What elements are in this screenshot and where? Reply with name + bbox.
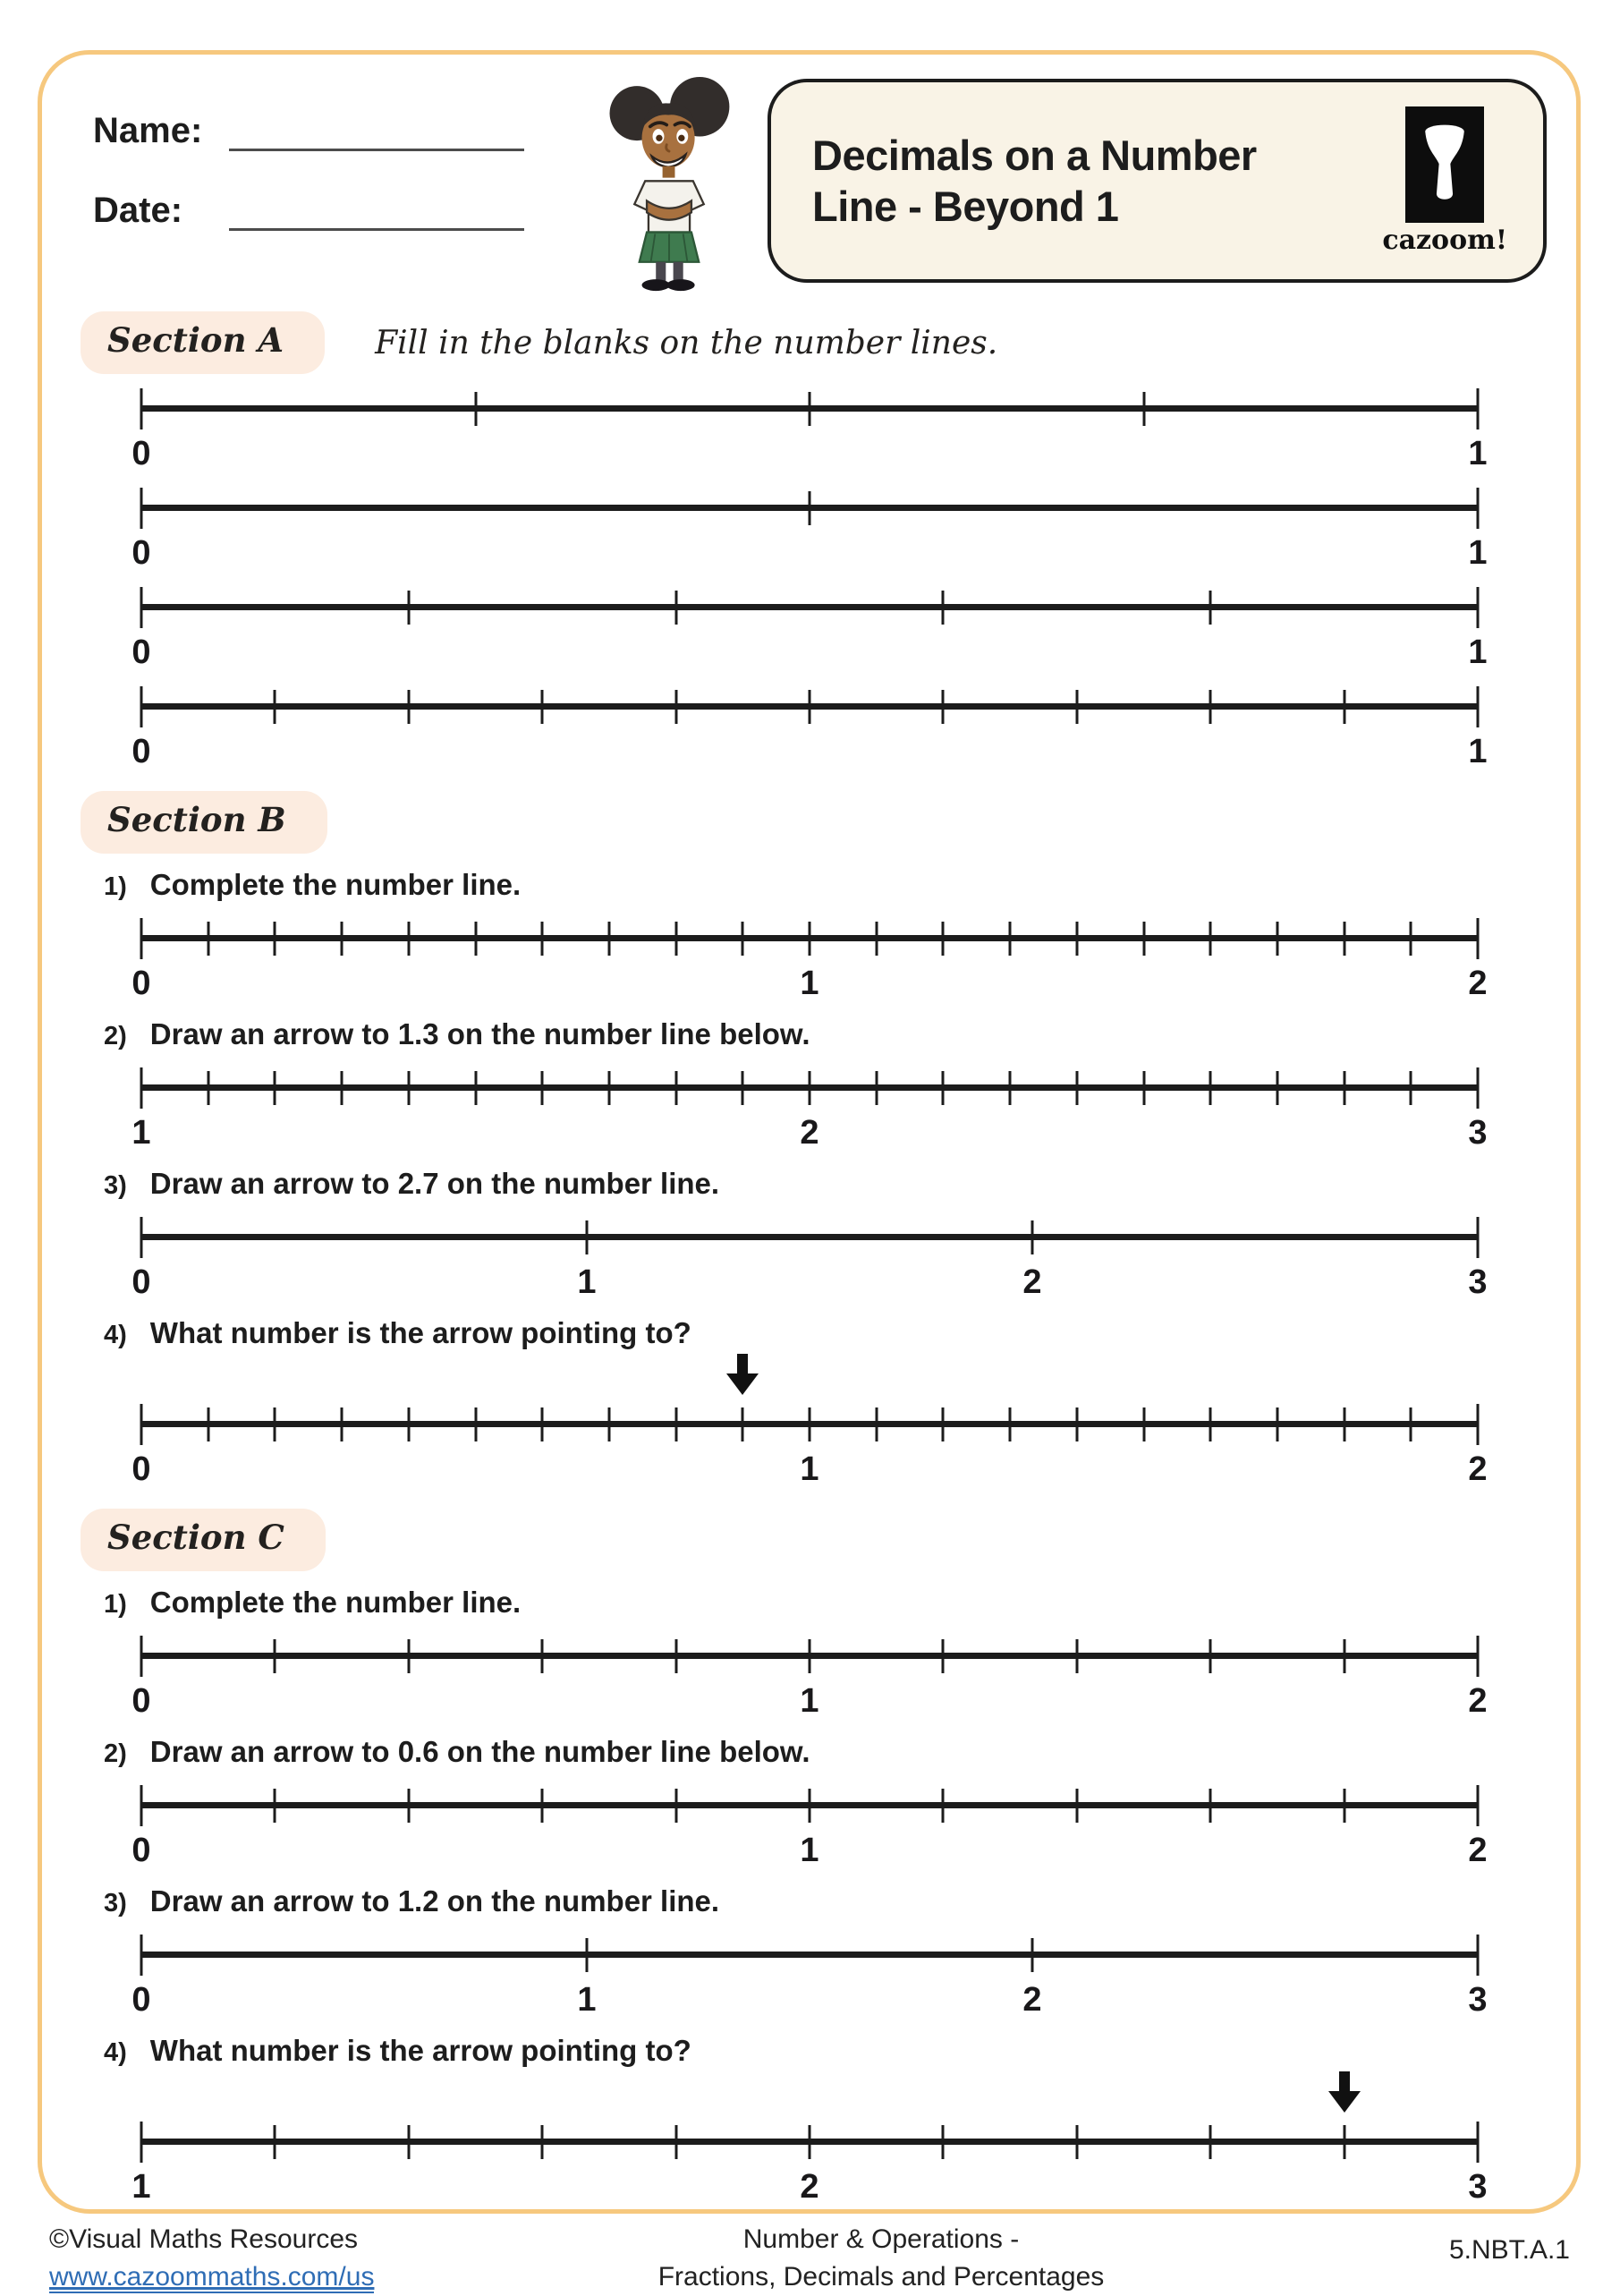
tick-mark bbox=[1477, 1404, 1480, 1445]
tick-mark bbox=[274, 690, 276, 724]
tick-mark bbox=[541, 922, 544, 956]
tick-mark bbox=[1343, 690, 1345, 724]
tick-mark bbox=[1209, 1407, 1212, 1441]
tick-mark bbox=[1142, 392, 1145, 426]
tick-mark bbox=[274, 922, 276, 956]
tick-mark bbox=[1343, 1071, 1345, 1105]
tick-label: 2 bbox=[800, 1114, 819, 1152]
tick-mark bbox=[1009, 1407, 1012, 1441]
tick-label: 2 bbox=[1022, 1981, 1042, 2019]
tick-mark bbox=[274, 1789, 276, 1823]
tick-mark bbox=[942, 2125, 945, 2159]
number-line-a2 bbox=[131, 488, 1488, 573]
standard-code: 5.NBT.A.1 bbox=[1448, 2235, 1570, 2265]
tick-mark bbox=[207, 922, 209, 956]
tick-mark bbox=[1410, 1407, 1412, 1441]
tick-mark bbox=[809, 491, 811, 525]
number-line-b3 bbox=[131, 1217, 1488, 1302]
question-c2 bbox=[104, 1735, 1581, 1771]
tick-label: 2 bbox=[1468, 1682, 1488, 1720]
tick-label: 2 bbox=[1468, 1450, 1488, 1488]
tick-mark bbox=[140, 2122, 143, 2163]
section-a-instruction: Fill in the blanks on the number lines. bbox=[375, 324, 998, 361]
tick-mark bbox=[541, 2125, 544, 2159]
footer-left bbox=[49, 2221, 479, 2296]
tick-label: 0 bbox=[131, 435, 151, 472]
tick-mark bbox=[1075, 922, 1078, 956]
tick-mark bbox=[140, 1404, 143, 1445]
tick-label: 0 bbox=[131, 634, 151, 671]
tick-mark bbox=[809, 2125, 811, 2159]
tick-mark bbox=[341, 1407, 344, 1441]
tick-mark bbox=[140, 388, 143, 429]
tick-mark bbox=[1142, 1407, 1145, 1441]
number-line-track bbox=[141, 1234, 1478, 1240]
tick-mark bbox=[140, 918, 143, 959]
tick-mark bbox=[809, 922, 811, 956]
student-character-illustration bbox=[594, 77, 744, 292]
question-b1 bbox=[104, 868, 1581, 904]
tick-mark bbox=[140, 1636, 143, 1677]
tick-mark bbox=[1477, 918, 1480, 959]
tick-mark bbox=[1075, 2125, 1078, 2159]
tick-label: 1 bbox=[131, 1114, 151, 1152]
tick-mark bbox=[809, 1407, 811, 1441]
tick-mark bbox=[875, 1407, 878, 1441]
title-box bbox=[768, 79, 1547, 283]
question-number: 1) bbox=[104, 1590, 127, 1619]
tick-mark bbox=[1276, 1407, 1278, 1441]
question-text: Draw an arrow to 1.3 on the number line below. bbox=[149, 1017, 810, 1050]
tick-mark bbox=[1343, 1789, 1345, 1823]
worksheet-footer bbox=[49, 2221, 1570, 2296]
tick-mark bbox=[407, 1071, 410, 1105]
tick-mark bbox=[207, 1071, 209, 1105]
tick-mark bbox=[942, 922, 945, 956]
name-blank-line bbox=[229, 114, 524, 151]
tick-mark bbox=[674, 690, 677, 724]
tick-mark bbox=[1343, 1639, 1345, 1673]
section-b-pill: Section B bbox=[81, 791, 327, 854]
tick-mark bbox=[1075, 1407, 1078, 1441]
tick-mark bbox=[1477, 388, 1480, 429]
topic-line2: Fractions, Decimals and Percentages bbox=[657, 2262, 1105, 2292]
topic-line1: Number & Operations - bbox=[742, 2224, 1020, 2254]
tick-label: 1 bbox=[577, 1263, 597, 1301]
tick-mark bbox=[942, 1071, 945, 1105]
tick-mark bbox=[1009, 1071, 1012, 1105]
number-line-b1 bbox=[131, 918, 1488, 1003]
drum-icon bbox=[1405, 106, 1484, 223]
worksheet-header bbox=[38, 50, 1581, 292]
tick-label: 0 bbox=[131, 733, 151, 770]
tick-label: 2 bbox=[1022, 1263, 1042, 1301]
tick-mark bbox=[140, 1067, 143, 1109]
question-number: 4) bbox=[104, 2038, 127, 2067]
tick-label: 1 bbox=[577, 1981, 597, 2019]
question-number: 2) bbox=[104, 1022, 127, 1050]
tick-mark bbox=[1477, 488, 1480, 529]
tick-mark bbox=[875, 1071, 878, 1105]
tick-mark bbox=[140, 1785, 143, 1826]
tick-mark bbox=[274, 1639, 276, 1673]
tick-mark bbox=[1477, 1217, 1480, 1258]
question-text: What number is the arrow pointing to? bbox=[149, 2034, 691, 2067]
tick-mark bbox=[1075, 1789, 1078, 1823]
logo-wordmark: cazoom! bbox=[1382, 224, 1507, 256]
tick-label: 3 bbox=[1468, 2168, 1488, 2206]
tick-mark bbox=[274, 1071, 276, 1105]
name-row bbox=[93, 111, 594, 151]
tick-label: 2 bbox=[800, 2168, 819, 2206]
tick-mark bbox=[1276, 922, 1278, 956]
tick-mark bbox=[1075, 1639, 1078, 1673]
arrow-head bbox=[726, 1373, 759, 1395]
tick-mark bbox=[541, 1071, 544, 1105]
pointer-arrow bbox=[726, 1354, 759, 1397]
tick-mark bbox=[674, 1789, 677, 1823]
question-number: 2) bbox=[104, 1739, 127, 1768]
date-label: Date: bbox=[93, 191, 183, 230]
tick-mark bbox=[1477, 686, 1480, 727]
tick-label: 1 bbox=[800, 1682, 819, 1720]
copyright-text: ©Visual Maths Resources bbox=[49, 2224, 359, 2254]
tick-mark bbox=[407, 2125, 410, 2159]
question-text: Complete the number line. bbox=[149, 1586, 522, 1619]
tick-mark bbox=[1477, 2122, 1480, 2163]
tick-mark bbox=[809, 392, 811, 426]
tick-label: 0 bbox=[131, 965, 151, 1002]
tick-label: 1 bbox=[1468, 534, 1488, 572]
tick-mark bbox=[674, 1071, 677, 1105]
tick-label: 1 bbox=[1468, 634, 1488, 671]
tick-mark bbox=[407, 1639, 410, 1673]
tick-label: 0 bbox=[131, 1682, 151, 1720]
tick-mark bbox=[674, 1639, 677, 1673]
tick-mark bbox=[474, 1071, 477, 1105]
tick-mark bbox=[140, 587, 143, 628]
tick-mark bbox=[809, 690, 811, 724]
question-text: Complete the number line. bbox=[149, 868, 522, 901]
question-c3 bbox=[104, 1884, 1581, 1920]
tick-mark bbox=[942, 1639, 945, 1673]
number-line-a4 bbox=[131, 686, 1488, 771]
tick-mark bbox=[541, 1407, 544, 1441]
number-line-track bbox=[141, 604, 1478, 610]
tick-mark bbox=[586, 1220, 589, 1254]
tick-mark bbox=[407, 690, 410, 724]
tick-mark bbox=[1142, 1071, 1145, 1105]
tick-mark bbox=[1075, 1071, 1078, 1105]
tick-label: 2 bbox=[1468, 1832, 1488, 1869]
tick-mark bbox=[1343, 1407, 1345, 1441]
tick-mark bbox=[541, 1639, 544, 1673]
tick-label: 0 bbox=[131, 1981, 151, 2019]
tick-mark bbox=[1142, 922, 1145, 956]
tick-mark bbox=[586, 1938, 589, 1972]
tick-mark bbox=[1209, 922, 1212, 956]
tick-mark bbox=[1410, 1071, 1412, 1105]
tick-mark bbox=[1477, 1636, 1480, 1677]
question-text: Draw an arrow to 0.6 on the number line below. bbox=[149, 1735, 810, 1768]
question-c4 bbox=[104, 2034, 1581, 2070]
tick-mark bbox=[1209, 690, 1212, 724]
tick-label: 1 bbox=[800, 965, 819, 1002]
arrow-head bbox=[1328, 2091, 1361, 2113]
tick-mark bbox=[942, 1407, 945, 1441]
tick-mark bbox=[674, 1407, 677, 1441]
tick-mark bbox=[607, 1071, 610, 1105]
tick-label: 2 bbox=[1468, 965, 1488, 1002]
tick-mark bbox=[1477, 587, 1480, 628]
tick-mark bbox=[1477, 1067, 1480, 1109]
tick-label: 1 bbox=[800, 1450, 819, 1488]
tick-mark bbox=[541, 1789, 544, 1823]
tick-mark bbox=[541, 690, 544, 724]
tick-mark bbox=[474, 1407, 477, 1441]
tick-label: 0 bbox=[131, 1263, 151, 1301]
tick-mark bbox=[207, 1407, 209, 1441]
tick-mark bbox=[809, 1639, 811, 1673]
tick-label: 0 bbox=[131, 534, 151, 572]
tick-mark bbox=[407, 1789, 410, 1823]
arrow-stem bbox=[1339, 2071, 1350, 2091]
tick-mark bbox=[1477, 1935, 1480, 1976]
section-b-heading bbox=[81, 791, 1581, 854]
tick-mark bbox=[140, 1935, 143, 1976]
section-a-heading bbox=[81, 311, 1581, 374]
tick-mark bbox=[140, 488, 143, 529]
number-line-b4 bbox=[131, 1404, 1488, 1489]
tick-mark bbox=[1276, 1071, 1278, 1105]
tick-mark bbox=[1410, 922, 1412, 956]
question-c1 bbox=[104, 1586, 1581, 1621]
question-text: What number is the arrow pointing to? bbox=[149, 1316, 691, 1349]
question-number: 4) bbox=[104, 1321, 127, 1349]
tick-mark bbox=[1209, 1071, 1212, 1105]
question-text: Draw an arrow to 2.7 on the number line. bbox=[149, 1167, 720, 1200]
tick-mark bbox=[274, 1407, 276, 1441]
tick-mark bbox=[607, 1407, 610, 1441]
tick-mark bbox=[742, 1407, 744, 1441]
date-row bbox=[93, 191, 594, 231]
tick-mark bbox=[942, 591, 945, 625]
tick-mark bbox=[140, 686, 143, 727]
tick-mark bbox=[1031, 1220, 1034, 1254]
tick-mark bbox=[1209, 591, 1212, 625]
section-a-pill: Section A bbox=[81, 311, 325, 374]
number-line-a1 bbox=[131, 388, 1488, 473]
worksheet-content bbox=[38, 50, 1581, 2207]
tick-label: 3 bbox=[1468, 1981, 1488, 2019]
tick-label: 3 bbox=[1468, 1114, 1488, 1152]
number-line-c2 bbox=[131, 1785, 1488, 1870]
cazoom-logo bbox=[1382, 106, 1507, 256]
number-line-c4 bbox=[131, 2122, 1488, 2207]
tick-label: 0 bbox=[131, 1450, 151, 1488]
tick-mark bbox=[1477, 1785, 1480, 1826]
date-blank-line bbox=[229, 193, 524, 231]
tick-mark bbox=[674, 922, 677, 956]
tick-mark bbox=[674, 591, 677, 625]
arrow-stem bbox=[737, 1354, 748, 1373]
question-number: 3) bbox=[104, 1171, 127, 1200]
question-b2 bbox=[104, 1017, 1581, 1053]
tick-mark bbox=[742, 922, 744, 956]
number-line-c3 bbox=[131, 1935, 1488, 2020]
worksheet-title: Decimals on a Number Line - Beyond 1 bbox=[812, 131, 1257, 230]
tick-mark bbox=[341, 922, 344, 956]
website-link[interactable]: www.cazoommaths.com/us bbox=[49, 2262, 375, 2292]
tick-mark bbox=[607, 922, 610, 956]
tick-mark bbox=[674, 2125, 677, 2159]
tick-mark bbox=[274, 2125, 276, 2159]
number-line-b2 bbox=[131, 1067, 1488, 1152]
tick-mark bbox=[474, 922, 477, 956]
section-c-heading bbox=[81, 1509, 1581, 1571]
number-line-track bbox=[141, 1952, 1478, 1958]
tick-mark bbox=[942, 1789, 945, 1823]
question-text: Draw an arrow to 1.2 on the number line. bbox=[149, 1884, 720, 1918]
tick-mark bbox=[742, 1071, 744, 1105]
section-c-pill: Section C bbox=[81, 1509, 326, 1571]
tick-mark bbox=[407, 591, 410, 625]
question-b4 bbox=[104, 1316, 1581, 1352]
tick-mark bbox=[1209, 2125, 1212, 2159]
name-label: Name: bbox=[93, 111, 203, 150]
tick-mark bbox=[1209, 1639, 1212, 1673]
pointer-arrow bbox=[1328, 2071, 1361, 2114]
tick-label: 1 bbox=[1468, 733, 1488, 770]
tick-mark bbox=[809, 1071, 811, 1105]
tick-label: 1 bbox=[1468, 435, 1488, 472]
tick-mark bbox=[1209, 1789, 1212, 1823]
number-line-a3 bbox=[131, 587, 1488, 672]
tick-mark bbox=[875, 922, 878, 956]
tick-label: 3 bbox=[1468, 1263, 1488, 1301]
tick-mark bbox=[1343, 922, 1345, 956]
tick-mark bbox=[942, 690, 945, 724]
tick-label: 1 bbox=[800, 1832, 819, 1869]
tick-mark bbox=[1009, 922, 1012, 956]
question-number: 3) bbox=[104, 1889, 127, 1918]
tick-mark bbox=[140, 1217, 143, 1258]
name-date-block bbox=[93, 72, 594, 292]
tick-label: 0 bbox=[131, 1832, 151, 1869]
question-number: 1) bbox=[104, 872, 127, 901]
tick-mark bbox=[407, 1407, 410, 1441]
tick-mark bbox=[1343, 2125, 1345, 2159]
tick-mark bbox=[1031, 1938, 1034, 1972]
tick-mark bbox=[407, 922, 410, 956]
tick-label: 1 bbox=[131, 2168, 151, 2206]
number-line-c1 bbox=[131, 1636, 1488, 1721]
tick-mark bbox=[1075, 690, 1078, 724]
footer-center bbox=[479, 2221, 1284, 2296]
tick-mark bbox=[474, 392, 477, 426]
tick-mark bbox=[809, 1789, 811, 1823]
tick-mark bbox=[341, 1071, 344, 1105]
question-b3 bbox=[104, 1167, 1581, 1203]
